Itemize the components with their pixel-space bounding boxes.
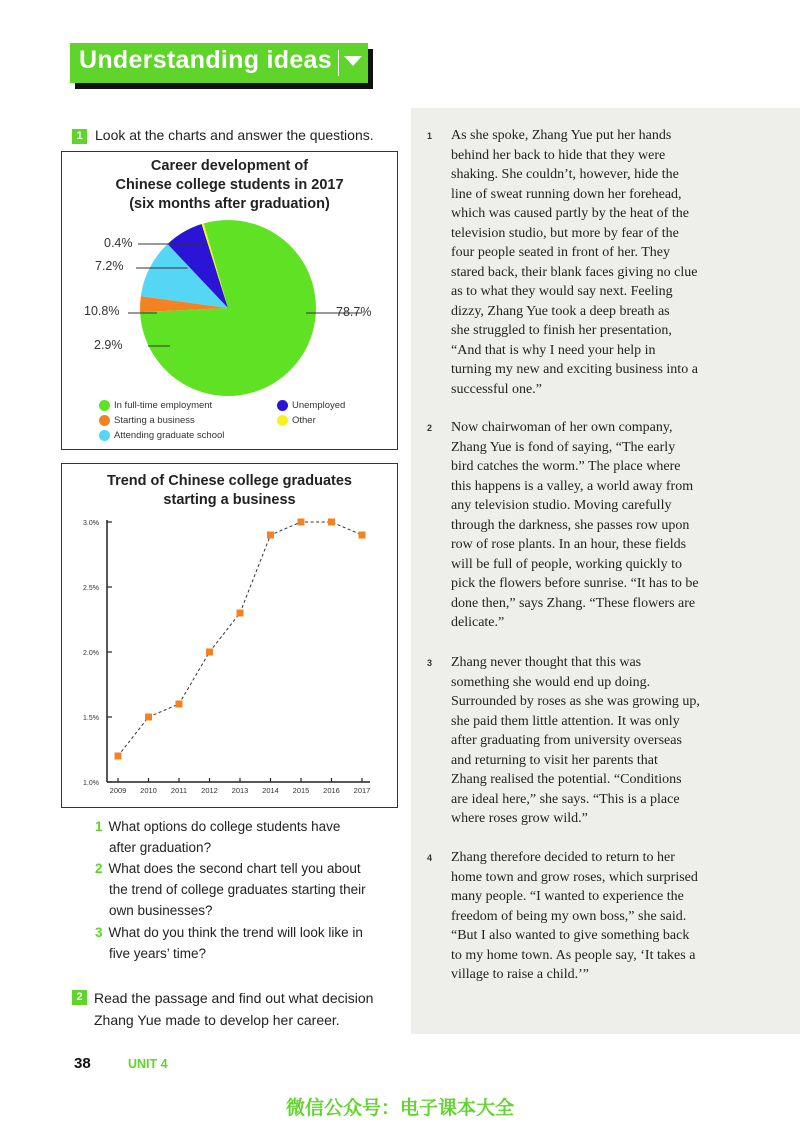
passage-line: shaking. She couldn’t, however, hide the [451,167,679,182]
question-text: five years’ time? [109,946,207,961]
passage-line: line of sweat running down her forehead, [451,186,682,202]
passage-line: many people. “I wanted to experience the [451,889,684,904]
question-number: 3 [95,925,103,940]
legend-item [277,415,316,426]
question-text: What do you think the trend will look like in [108,925,363,940]
question-3 [95,922,363,964]
paragraph-number: 3 [427,658,433,668]
legend-label: Attending graduate school [114,430,225,441]
x-tick-label: 2016 [323,786,340,795]
passage-line: “But I also wanted to give something back [451,928,690,943]
passage-line: bird catches the worm.” The place where [451,459,681,474]
line-chart [61,463,398,808]
passage-line: she paid them little attention. It was only [451,713,680,729]
passage-line: home town and grow roses, which surprised [451,869,698,885]
pie-data-label: 78.7% [336,305,372,319]
header-divider [338,50,339,76]
passage-line: will be full of people, working quickly to [451,556,682,572]
passage-line: any television studio. Moving carefully [451,498,672,513]
data-point [298,519,305,526]
question-text: What options do college students have [108,819,341,834]
passage-line: behind her back to hide that they were [451,147,666,163]
y-tick-label: 1.0% [83,780,99,787]
data-point [176,701,183,708]
data-point [115,753,122,760]
x-tick-label: 2013 [231,786,249,795]
passage-line: to my home town. As people say, ‘It takes a [451,947,696,963]
page-number: 38 [74,1055,91,1072]
x-tick-label: 2010 [140,786,157,795]
footer-text: 微信公众号：电子课本大全 [285,1098,514,1119]
legend-swatch [99,400,110,411]
passage-line: after graduating from university overseas [451,733,682,748]
y-tick-label: 2.5% [83,585,99,592]
passage-paragraph [451,418,736,633]
y-tick-label: 1.5% [83,715,99,722]
passage-line: Zhang Yue is fond of saying, “The early [451,439,676,455]
passage-line: successful one.” [451,381,542,397]
activity-number-badge: 2 [72,990,87,1005]
passage-line: Zhang realised the potential. “Conditions [451,772,682,787]
legend-item [99,400,212,411]
passage-line: which was caused partly by the heat of the [451,206,689,221]
y-tick-label: 3.0% [83,520,99,527]
pie-data-label: 10.8% [84,304,120,318]
passage-line: through the darkness, she passes row upon [451,517,690,533]
passage-line: four people seated in front of her. They [451,245,671,260]
passage-line: pick the flowers before sunrise. “It has to be [451,576,699,591]
x-tick-label: 2012 [201,786,218,795]
unit-label: UNIT 4 [128,1057,168,1071]
activity-number-badge: 1 [72,129,87,144]
paragraph-number: 4 [427,853,433,863]
pie-data-label: 7.2% [95,259,124,273]
passage-paragraph [451,653,736,829]
passage-line: freedom of being my own boss,” she said. [451,908,687,924]
passage-line: Now chairwoman of her own company, [451,420,673,435]
data-point [359,532,366,539]
section-title: Understanding ideas [79,46,332,74]
passage-line: “And that is why I need your help in [451,342,656,358]
question-text: What does the second chart tell you about [108,861,361,876]
passage-line: Zhang therefore decided to return to her [451,850,675,865]
legend-swatch [277,415,288,426]
passage-line: Zhang never thought that this was [451,655,642,670]
passage-line: television studio, but more by fear of the [451,225,679,241]
pie-title-line: Career development of [150,158,309,174]
activity-instruction: Look at the charts and answer the questions. [95,127,374,143]
line-chart-svg [62,464,397,807]
question-number: 1 [95,819,103,834]
pie-title-line: (six months after graduation) [129,196,330,212]
data-point [145,714,152,721]
question-text: own businesses? [109,903,213,918]
pie-data-label: 2.9% [94,338,123,352]
paragraph-number: 2 [427,423,433,433]
x-tick-label: 2011 [170,786,188,795]
legend-label: Other [292,415,316,426]
passage-line: As she spoke, Zhang Yue put her hands [451,128,672,143]
passage-line: something she would end up doing. [451,674,651,690]
x-tick-label: 2015 [292,786,310,795]
instruction-line: Zhang Yue made to develop her career. [94,1012,340,1028]
passage-line: as to what they would say next. Feeling [451,284,673,299]
passage-line: this happens is a valley, a world away from [451,478,694,494]
paragraph-number: 1 [427,131,433,141]
data-point [267,532,274,539]
legend-item [277,400,345,411]
passage-line: done then,” says Zhang. “These flowers are [451,595,696,611]
passage-line: Surrounded by roses as she was growing up, [451,694,700,709]
instruction-line: Read the passage and find out what decision [94,990,374,1006]
passage-line: are ideal here,” she says. “This is a place [451,791,680,807]
passage-line: where roses grow wild.” [451,811,588,826]
question-text: after graduation? [109,840,212,855]
line-title-line: starting a business [163,492,296,508]
passage-line: village to raise a child.’” [451,967,589,982]
question-2 [95,858,366,921]
line-title-line: Trend of Chinese college graduates [107,473,352,489]
passage-line: dizzy, Zhang Yue took a deep breath as [451,303,670,319]
chevron-down-icon [344,56,362,66]
x-tick-label: 2009 [109,786,127,795]
passage-line: and returning to visit her parents that [451,752,658,768]
legend-swatch [99,430,110,441]
pie-chart [61,151,398,450]
passage-line: row of rose plants. In an hour, these fields [451,537,687,552]
pie-title-line: Chinese college students in 2017 [115,177,344,193]
passage-paragraph [451,848,736,985]
passage-line: stared back, their blank faces giving no clue [451,264,698,280]
legend-item [99,430,224,441]
x-tick-label: 2014 [262,786,279,795]
legend-item [99,415,195,426]
legend-swatch [277,400,288,411]
data-point [328,519,335,526]
question-text: the trend of college graduates starting their [109,882,366,897]
legend-swatch [99,415,110,426]
passage-line: turning my new and exciting business into a [451,362,698,377]
data-point [206,649,213,656]
legend-label: In full-time employment [114,400,213,411]
legend-label: Unemployed [292,400,346,411]
passage-line: delicate.” [451,615,505,630]
passage-line: she struggled to finish her presentation, [451,323,672,338]
activity-instruction [94,987,373,1031]
y-tick-label: 2.0% [83,650,99,657]
series-line [118,522,362,756]
passage-paragraph [451,126,736,399]
pie-data-label: 0.4% [104,236,133,250]
legend-label: Starting a business [114,415,195,426]
question-number: 2 [95,861,103,876]
question-1 [95,816,340,858]
data-point [237,610,244,617]
x-tick-label: 2017 [353,786,371,795]
